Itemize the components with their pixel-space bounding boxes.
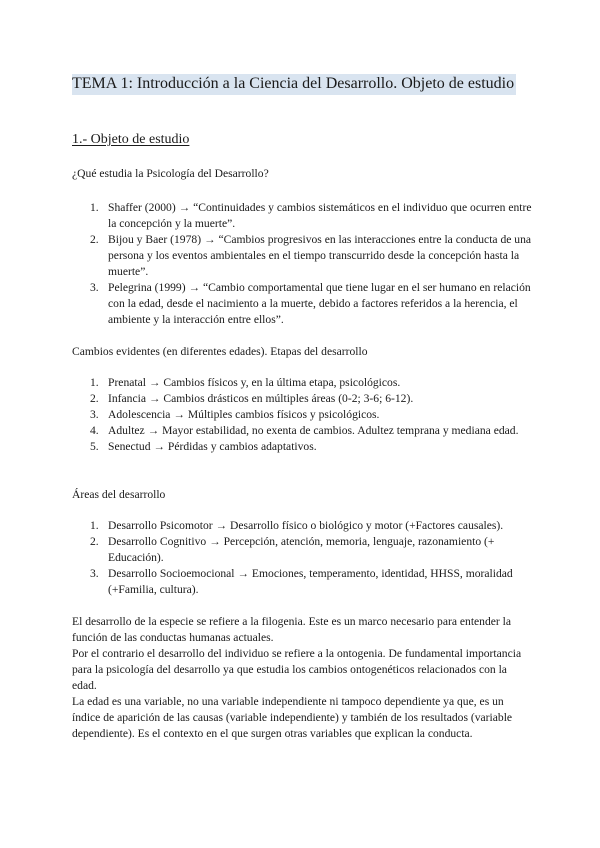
list-item	[72, 280, 532, 328]
list-item-text: Adolescencia → Múltiples cambios físicos y psicológicos.	[108, 408, 380, 421]
section-heading: 1.- Objeto de estudio	[72, 132, 190, 147]
list-item	[72, 232, 532, 280]
list-item-text: Adultez → Mayor estabilidad, no exenta de cambios. Adultez temprana y mediana edad.	[108, 424, 519, 437]
list-item	[72, 375, 532, 391]
question-text: ¿Qué estudia la Psicología del Desarrollo?	[72, 167, 269, 180]
list-item-text: Shaffer (2000) → “Continuidades y cambios sistemáticos en el individuo que ocurren entre la concepción y la muerte”.	[108, 201, 532, 230]
list-item-text: Senectud → Pérdidas y cambios adaptativos.	[108, 440, 317, 453]
paragraph-ontogenia: Por el contrario el desarrollo del individuo se refiere a la ontogenia. De fundamental importancia para la psicología del desarrollo ya que estudia los cambios ontogenéticos relacionados con la edad.	[72, 647, 522, 692]
list-item-text: Desarrollo Cognitivo → Percepción, atención, memoria, lenguaje, razonamiento (+ Educación).	[108, 535, 495, 564]
stages-heading: Cambios evidentes (en diferentes edades). Etapas del desarrollo	[72, 345, 368, 358]
document-title: TEMA 1: Introducción a la Ciencia del Desarrollo. Objeto de estudio	[72, 74, 516, 95]
stages-list	[72, 375, 532, 455]
list-item	[72, 423, 532, 439]
list-number: 1.	[90, 519, 99, 532]
list-number: 4.	[90, 424, 99, 437]
list-number: 1.	[90, 376, 99, 389]
list-item	[72, 407, 532, 423]
list-item-text: Prenatal → Cambios físicos y, en la última etapa, psicológicos.	[108, 376, 401, 389]
list-item	[72, 534, 532, 566]
list-number: 1.	[90, 201, 99, 214]
list-number: 3.	[90, 567, 99, 580]
list-item	[72, 200, 532, 232]
areas-heading: Áreas del desarrollo	[72, 488, 166, 501]
list-number: 2.	[90, 392, 99, 405]
paragraph-filogenia: El desarrollo de la especie se refiere a la filogenia. Este es un marco necesario para entender la función de las conductas humanas actuales.	[72, 615, 512, 644]
list-item-text: Infancia → Cambios drásticos en múltiples áreas (0-2; 3-6; 6-12).	[108, 392, 414, 405]
list-number: 3.	[90, 408, 99, 421]
list-number: 2.	[90, 535, 99, 548]
areas-list	[72, 518, 532, 598]
list-item	[72, 439, 532, 455]
list-item-text: Desarrollo Socioemocional → Emociones, temperamento, identidad, HHSS, moralidad (+Familia, cultura).	[108, 567, 513, 596]
list-item	[72, 518, 532, 534]
list-item-text: Desarrollo Psicomotor → Desarrollo físico o biológico y motor (+Factores causales).	[108, 519, 504, 532]
list-item-text: Bijou y Baer (1978) → “Cambios progresivos en las interacciones entre la conducta de una persona y los eventos ambientales en el tiempo transcurrido desde la concepción hasta la muerte”.	[108, 233, 532, 278]
definitions-list	[72, 200, 532, 328]
list-number: 5.	[90, 440, 99, 453]
paragraph-edad: La edad es una variable, no una variable independiente ni tampoco dependiente ya que, es un índice de aparición de las causas (variable independiente) y también de los resultados (variable dependiente). Es el contexto en el que surgen otras variables que explican la conducta.	[72, 695, 513, 740]
list-item	[72, 566, 532, 598]
list-item	[72, 391, 532, 407]
list-number: 3.	[90, 281, 99, 294]
list-item-text: Pelegrina (1999) → “Cambio comportamental que tiene lugar en el ser humano en relación con la edad, desde el nacimiento a la muerte, debido a factores referidos a la herencia, el ambiente y la interacción entre ellos”.	[108, 281, 531, 326]
list-number: 2.	[90, 233, 99, 246]
